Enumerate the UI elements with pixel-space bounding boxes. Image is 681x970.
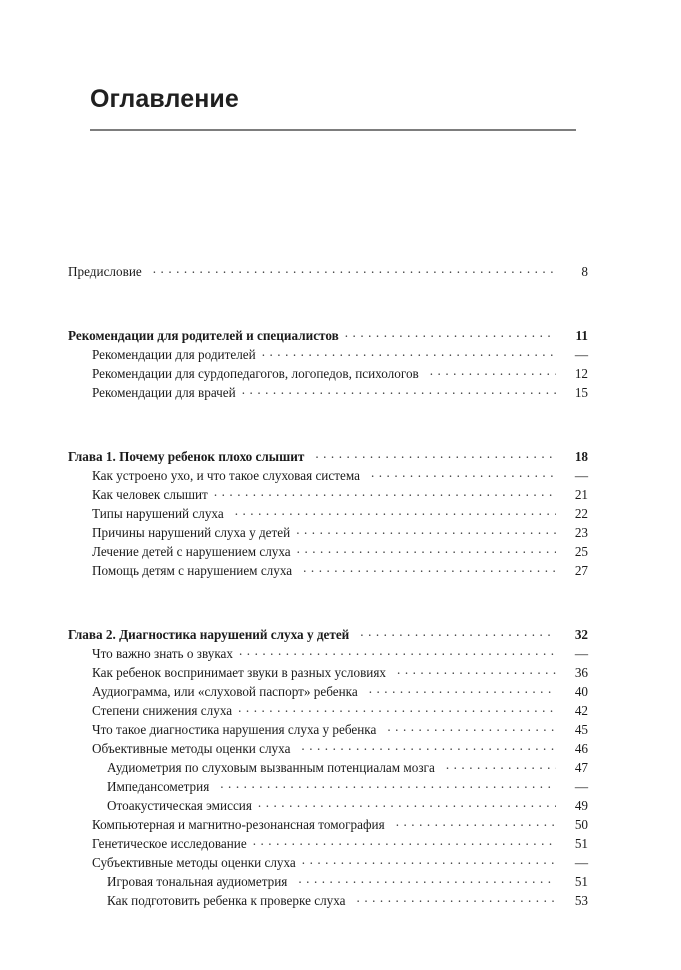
toc-page-number: 50	[574, 817, 588, 832]
toc-entry-row[interactable]	[92, 815, 588, 834]
toc-entry-label: Причины нарушений слуха у детей	[92, 525, 291, 540]
toc-page-number: 40	[574, 684, 588, 699]
page-title: Оглавление	[90, 85, 239, 113]
toc-dot-leader	[214, 485, 556, 499]
toc-dot-leader	[220, 777, 556, 791]
toc-page-number: —	[574, 347, 588, 362]
toc-entry-row[interactable]	[92, 561, 588, 580]
toc-heading-row[interactable]	[68, 625, 588, 644]
toc-page-number: 51	[574, 836, 588, 851]
toc-dot-leader	[303, 561, 556, 575]
toc-group-chapter-2	[68, 625, 588, 910]
toc-entry-label: Рекомендации для врачей	[92, 385, 236, 400]
toc-dot-leader	[357, 891, 556, 905]
toc-entry-label: Отоакустическая эмиссия	[107, 798, 252, 813]
toc-dot-leader	[296, 523, 556, 537]
toc-entry-label: Рекомендации для сурдопедагогов, логопедов, психологов	[92, 366, 419, 381]
toc-page-number: —	[574, 779, 588, 794]
toc-page-number: 51	[574, 874, 588, 889]
toc-page-number: 53	[574, 893, 588, 908]
toc-dot-leader	[397, 663, 556, 677]
toc-dot-leader	[239, 644, 556, 658]
toc-entry-label: Лечение детей с нарушением слуха	[92, 544, 291, 559]
toc-entry-label: Как устроено ухо, и что такое слуховая система	[92, 468, 360, 483]
toc-dot-leader	[258, 796, 556, 810]
toc-page-number: 18	[574, 449, 588, 464]
toc-entry-label: Степени снижения слуха	[92, 703, 233, 718]
toc-entry-row[interactable]	[107, 891, 588, 910]
title-divider	[90, 129, 576, 131]
toc-entry-row[interactable]	[92, 485, 588, 504]
toc-group-recommendations	[68, 326, 588, 402]
toc-heading-row[interactable]	[68, 326, 588, 345]
toc-dot-leader	[345, 326, 556, 340]
toc-page-number: 11	[575, 328, 588, 343]
toc-page-number: —	[574, 855, 588, 870]
toc-entry-label: Импедансометрия	[107, 779, 210, 794]
toc-heading-row[interactable]	[68, 447, 588, 466]
toc-entry-row[interactable]	[107, 872, 588, 891]
toc-dot-leader	[253, 834, 556, 848]
toc-entry-label: Типы нарушений слуха	[92, 506, 224, 521]
toc-page-number: 23	[574, 525, 588, 540]
toc-entry-label: Рекомендации для родителей	[92, 347, 256, 362]
toc-dot-leader	[302, 853, 556, 867]
toc-group-chapter-1	[68, 447, 588, 580]
toc-dot-leader	[387, 720, 556, 734]
toc-entry-row[interactable]	[92, 383, 588, 402]
toc-dot-leader	[297, 542, 556, 556]
toc-dot-leader	[430, 364, 556, 378]
toc-entry-label: Рекомендации для родителей и специалистов	[68, 328, 339, 343]
toc-group-preface	[68, 262, 588, 281]
toc-entry-row[interactable]	[92, 853, 588, 872]
toc-entry-label: Помощь детям с нарушением слуха	[92, 563, 293, 578]
toc-entry-row[interactable]	[92, 644, 588, 663]
toc-entry-label: Компьютерная и магнитно-резонансная томография	[92, 817, 385, 832]
toc-entry-row[interactable]	[92, 504, 588, 523]
toc-entry-label: Как ребенок воспринимает звуки в разных условиях	[92, 665, 387, 680]
toc-entry-row[interactable]	[92, 542, 588, 561]
toc-entry-row[interactable]	[92, 523, 588, 542]
toc-dot-leader	[371, 466, 556, 480]
toc-page-number: 21	[574, 487, 588, 502]
toc-entry-label: Что важно знать о звуках	[92, 646, 233, 661]
toc-entry-row[interactable]	[68, 262, 588, 281]
toc-entry-row[interactable]	[92, 345, 588, 364]
toc-entry-label: Глава 1. Почему ребенок плохо слышит	[68, 449, 305, 464]
toc-dot-leader	[235, 504, 556, 518]
toc-entry-label: Глава 2. Диагностика нарушений слуха у детей	[68, 627, 350, 642]
toc-page-number: —	[574, 468, 588, 483]
toc-dot-leader	[446, 758, 556, 772]
toc-entry-label: Как подготовить ребенка к проверке слуха	[107, 893, 346, 908]
toc-entry-row[interactable]	[92, 682, 588, 701]
toc-entry-label: Игровая тональная аудиометрия	[107, 874, 288, 889]
toc-dot-leader	[315, 447, 556, 461]
toc-page-number: 25	[574, 544, 588, 559]
toc-page-number: 8	[581, 264, 588, 279]
toc-dot-leader	[298, 872, 556, 886]
toc-entry-row[interactable]	[92, 739, 588, 758]
toc-dot-leader	[238, 701, 556, 715]
toc-page-number: 42	[574, 703, 588, 718]
table-of-contents	[68, 262, 588, 910]
toc-entry-label: Как человек слышит	[92, 487, 208, 502]
toc-entry-row[interactable]	[92, 663, 588, 682]
toc-page-number: 46	[574, 741, 588, 756]
toc-entry-label: Предисловие	[68, 264, 142, 279]
toc-page-number: 45	[574, 722, 588, 737]
toc-entry-row[interactable]	[92, 364, 588, 383]
toc-entry-label: Что такое диагностика нарушения слуха у ребенка	[92, 722, 377, 737]
title-block	[90, 84, 576, 131]
toc-entry-row[interactable]	[92, 834, 588, 853]
toc-dot-leader	[262, 345, 556, 359]
toc-dot-leader	[153, 262, 556, 276]
toc-page-number: 27	[574, 563, 588, 578]
toc-entry-row[interactable]	[92, 466, 588, 485]
toc-dot-leader	[396, 815, 556, 829]
toc-dot-leader	[369, 682, 556, 696]
toc-page-number: 22	[574, 506, 588, 521]
toc-dot-leader	[242, 383, 556, 397]
toc-page-number: 12	[574, 366, 588, 381]
toc-page-number: 47	[574, 760, 588, 775]
toc-entry-row[interactable]	[107, 758, 588, 777]
toc-entry-label: Аудиометрия по слуховым вызванным потенциалам мозга	[107, 760, 435, 775]
toc-entry-label: Аудиограмма, или «слуховой паспорт» ребенка	[92, 684, 358, 699]
toc-entry-row[interactable]	[92, 701, 588, 720]
toc-page-number: —	[574, 646, 588, 661]
toc-entry-label: Генетическое исследование	[92, 836, 247, 851]
toc-page-number: 36	[574, 665, 588, 680]
toc-entry-row[interactable]	[92, 720, 588, 739]
toc-dot-leader	[301, 739, 556, 753]
toc-dot-leader	[360, 625, 556, 639]
toc-page-number: 49	[574, 798, 588, 813]
toc-entry-row[interactable]	[107, 777, 588, 796]
toc-entry-label: Субъективные методы оценки слуха	[92, 855, 296, 870]
toc-page-number: 15	[574, 385, 588, 400]
toc-entry-label: Объективные методы оценки слуха	[92, 741, 291, 756]
toc-entry-row[interactable]	[107, 796, 588, 815]
toc-page-number: 32	[574, 627, 588, 642]
